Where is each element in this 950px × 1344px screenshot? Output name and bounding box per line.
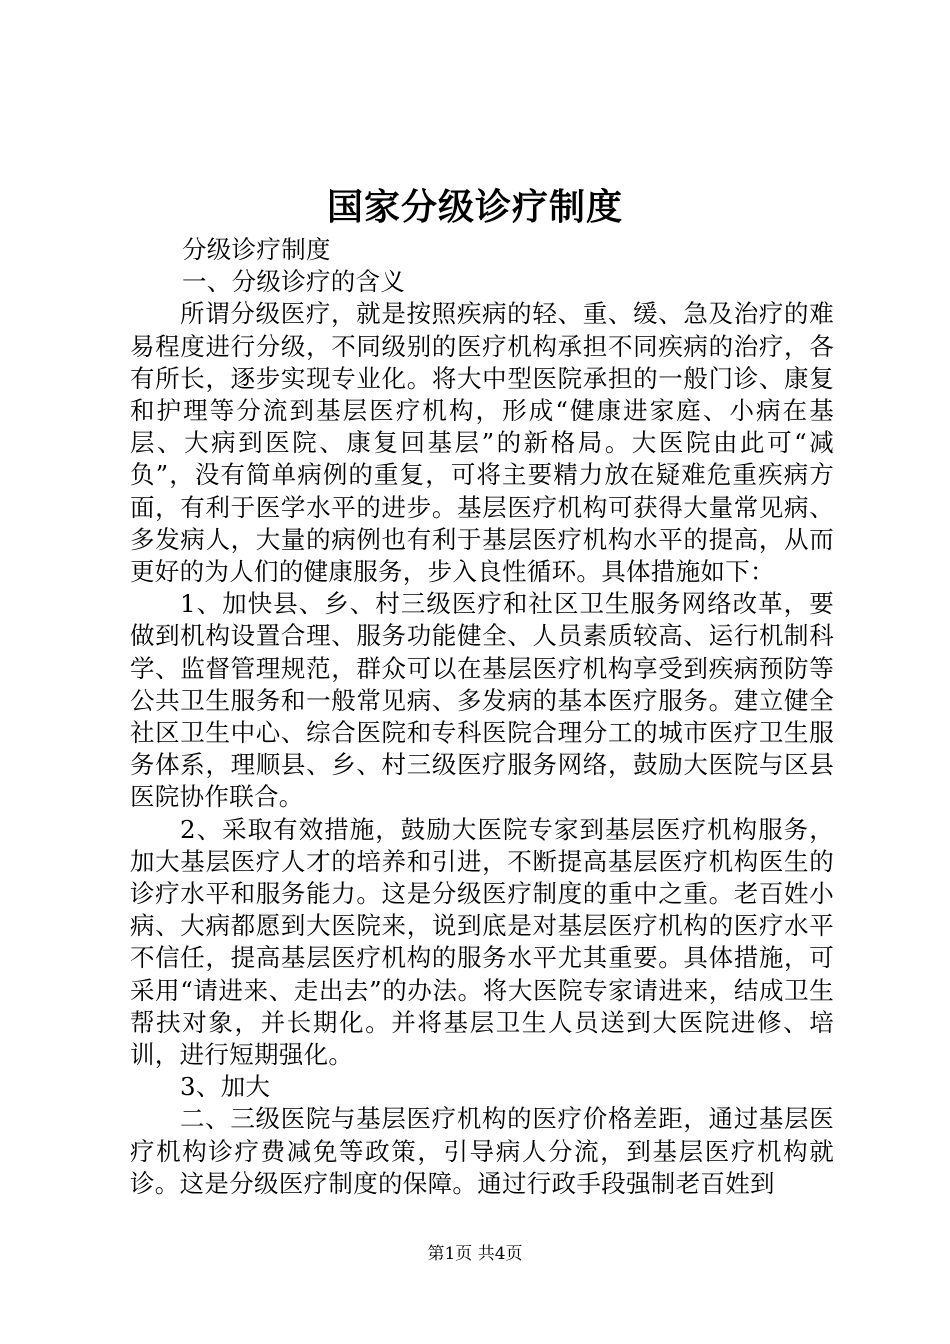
paragraph-definition: 所谓分级医疗，就是按照疾病的轻、重、缓、急及治疗的难易程度进行分级，不同级别的医疗机构承担不同疾病的治疗，各有所长，逐步实现专业化。将大中型医院承担的一般门诊、康复和护理等分流到基层医疗机构，形成“健康进家庭、小病在基层、大病到医院、康复回基层”的新格局。大医院由此可“减负”，没有简单病例的重复，可将主要精力放在疑难危重疾病方面，有利于医学水平的进步。基层医疗机构可获得大量常见病、多发病人，大量的病例也有利于基层医疗机构水平的提高，从而更好的为人们的健康服务，步入良性循环。具体措施如下： bbox=[130, 299, 835, 587]
page-number-footer: 第1页 共4页 bbox=[427, 1244, 523, 1264]
paragraph-section-heading: 一、分级诊疗的含义 bbox=[182, 267, 406, 297]
document-title: 国家分级诊疗制度 bbox=[326, 186, 623, 228]
paragraph-subtitle: 分级诊疗制度 bbox=[182, 235, 331, 264]
paragraph-measure-3: 3、加大 bbox=[180, 1072, 271, 1102]
paragraph-measure-1: 1、加快县、乡、村三级医疗和社区卫生服务网络改革，要做到机构设置合理、服务功能健全、人员素质较高、运行机制科学、监督管理规范，群众可以在基层医疗机构享受到疾病预防等公共卫生服务和一般常见病、多发病的基本医疗服务。建立健全社区卫生中心、综合医院和专科医院合理分工的城市医疗卫生服务体系，理顺县、乡、村三级医疗服务网络，鼓励大医院与区县医院协作联合。 bbox=[130, 589, 834, 812]
paragraph-measure-2: 2、采取有效措施，鼓励大医院专家到基层医疗机构服务，加大基层医疗人才的培养和引进，不断提高基层医疗机构医生的诊疗水平和服务能力。这是分级医疗制度的重中之重。老百姓小病、大病都愿到大医院来，说到底是对基层医疗机构的医疗水平不信任，提高基层医疗机构的服务水平尤其重要。具体措施，可采用“请进来、走出去”的办法。将大医院专家请进来，结成卫生帮扶对象，并长期化。并将基层卫生人员送到大医院进修、培训，进行短期强化。 bbox=[130, 814, 834, 1070]
document-body bbox=[130, 234, 834, 1200]
paragraph-section-2: 二、三级医院与基层医疗机构的医疗价格差距，通过基层医疗机构诊疗费减免等政策，引导病人分流，到基层医疗机构就诊。这是分级医疗制度的保障。通过行政手段强制老百姓到 bbox=[130, 1104, 834, 1198]
